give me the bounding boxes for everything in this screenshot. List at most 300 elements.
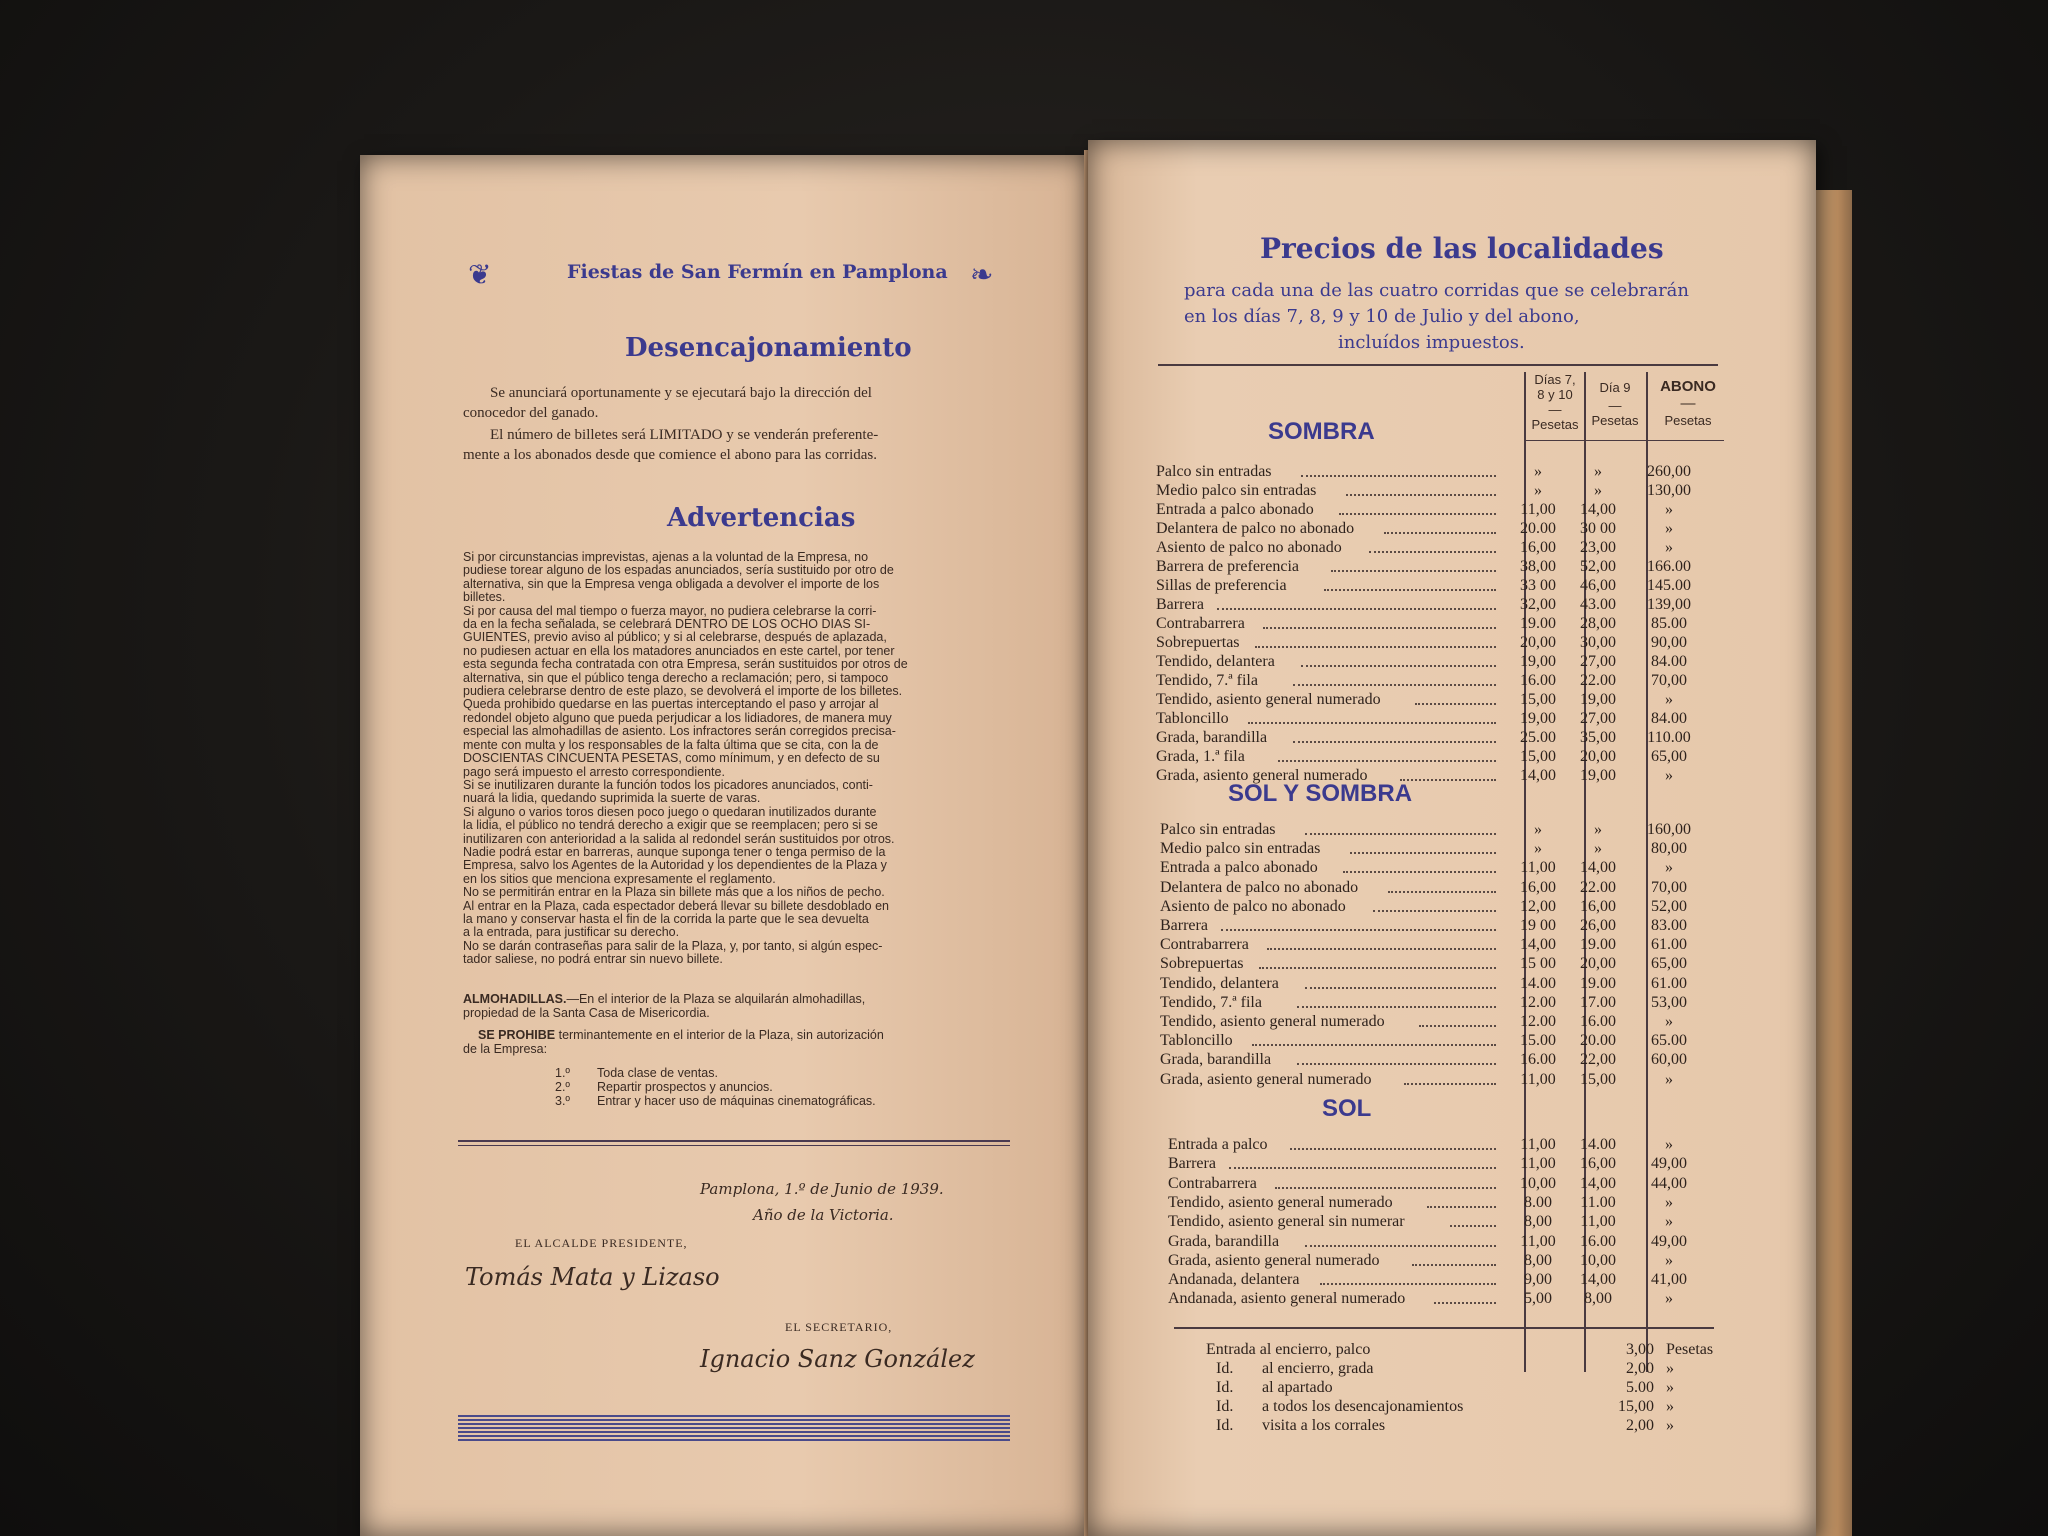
prohibe-text: terminantemente en el interior de la Plaza, sin autorización	[558, 1028, 884, 1042]
row-label: Tendido, 7.ª fila	[1160, 993, 1262, 1011]
price-abono: »	[1665, 859, 1673, 877]
section-title-advertencias: Advertencias	[667, 503, 856, 533]
price-row	[1156, 519, 1716, 538]
warning-line: en los sitios que menciona expresamente el reglamento.	[463, 871, 776, 886]
mayor-title: EL ALCALDE PRESIDENTE,	[515, 1236, 688, 1250]
price-abono: 90,00	[1651, 634, 1687, 651]
row-label: Medio palco sin entradas	[1160, 840, 1321, 858]
price-dias-7-8-10: 14.00	[1520, 974, 1556, 992]
year-line: Año de la Victoria.	[753, 1206, 894, 1224]
dot-leader	[1293, 741, 1496, 743]
row-label: Entrada a palco abonado	[1160, 859, 1318, 877]
price-dia-9: 22.00	[1580, 878, 1616, 896]
price-dias-7-8-10: 16,00	[1520, 878, 1556, 896]
row-label: Tendido, 7.ª fila	[1156, 672, 1258, 689]
price-dias-7-8-10: 8,00	[1524, 1251, 1552, 1269]
dot-leader	[1301, 475, 1496, 477]
row-label: Grada, 1.ª fila	[1156, 748, 1245, 765]
price-row	[1156, 595, 1716, 614]
price-abono: 160,00	[1647, 821, 1691, 838]
price-dias-7-8-10: 32,00	[1520, 596, 1556, 613]
price-dias-7-8-10: 15,00	[1520, 691, 1556, 708]
price-abono: 130,00	[1647, 482, 1691, 499]
price-dias-7-8-10: 14,00	[1520, 767, 1556, 784]
price-abono: 52,00	[1651, 897, 1687, 915]
row-label: Asiento de palco no abonado	[1160, 897, 1346, 915]
ornament-left-icon: ❦	[468, 260, 492, 291]
row-label: Delantera de palco no abonado	[1156, 520, 1355, 537]
warning-line: esta segunda fecha contratada con otra Empresa, serán sustituidos por otros de	[463, 657, 908, 672]
row-label: Andanada, delantera	[1168, 1271, 1300, 1289]
dot-leader	[1373, 910, 1496, 912]
dot-leader	[1290, 1148, 1496, 1150]
almohadillas-note	[463, 993, 865, 1006]
warning-line: especial las almohadillas de asiento. Los infractores serán corregidos precisa-	[463, 724, 896, 739]
dot-leader	[1384, 532, 1496, 534]
extra-price: 3,00	[1626, 1341, 1654, 1358]
price-row	[1160, 954, 1720, 973]
price-abono: »	[1665, 1290, 1673, 1308]
extra-label: visita a los corrales	[1262, 1417, 1386, 1434]
price-dias-7-8-10: 12.00	[1520, 1013, 1556, 1030]
row-label: Grada, asiento general numerado	[1156, 767, 1368, 784]
price-dia-9: 11,00	[1580, 1213, 1616, 1231]
row-label: Grada, barandilla	[1160, 1051, 1272, 1069]
price-abono: 84.00	[1651, 710, 1687, 727]
prices-subtitle-3: incluídos impuestos.	[1338, 332, 1525, 353]
price-dia-9: »	[1594, 840, 1602, 858]
secretary-title: EL SECRETARIO,	[785, 1320, 893, 1334]
price-dia-9: 27,00	[1580, 653, 1616, 670]
price-row	[1168, 1232, 1728, 1251]
extra-unit: Pesetas	[1666, 1341, 1714, 1358]
price-row	[1160, 858, 1720, 877]
warning-line: Al entrar en la Plaza, cada espectador deberá llevar su billete desdoblado en	[463, 898, 889, 913]
price-dias-7-8-10: 16.00	[1520, 672, 1556, 689]
extra-label: al apartado	[1262, 1379, 1333, 1396]
price-row	[1156, 538, 1716, 557]
warning-line: GUIENTES, previo aviso al público; y si al celebrarse, después de aplazada,	[463, 630, 887, 645]
price-dia-9: 30,00	[1580, 634, 1616, 651]
row-label: Tendido, asiento general numerado	[1160, 1013, 1385, 1030]
price-dias-7-8-10: 38,00	[1520, 558, 1556, 575]
row-label: Entrada a palco abonado	[1156, 501, 1314, 518]
price-row	[1156, 709, 1716, 728]
dot-leader	[1267, 948, 1496, 950]
price-row	[1160, 1070, 1720, 1089]
price-dias-7-8-10: 19.00	[1520, 615, 1556, 632]
mayor-signature: Tomás Mata y Lizaso	[465, 1263, 720, 1291]
dot-leader	[1388, 891, 1496, 893]
price-row	[1156, 557, 1716, 576]
price-row	[1168, 1193, 1728, 1212]
price-row	[1156, 500, 1716, 519]
warning-line: redondel objeto alguno que pueda perjudicar a los lidiadores, de manera muy	[463, 710, 892, 725]
row-label: Grada, barandilla	[1156, 729, 1268, 746]
warning-line: No se permitirán entrar en la Plaza sin billete más que a los niños de pecho.	[463, 885, 885, 900]
price-row	[1160, 1031, 1720, 1050]
dot-leader	[1278, 760, 1496, 762]
price-dia-9: »	[1594, 821, 1602, 838]
price-abono: »	[1665, 1251, 1673, 1269]
dot-leader	[1412, 1264, 1496, 1266]
extra-row	[1206, 1340, 1716, 1359]
row-label: Entrada a palco	[1168, 1136, 1268, 1153]
dot-leader	[1343, 871, 1496, 873]
dot-leader	[1331, 570, 1496, 572]
price-row	[1160, 820, 1720, 839]
row-label: Tendido, asiento general sin numerar	[1168, 1213, 1405, 1231]
price-dia-9: 8,00	[1584, 1290, 1612, 1308]
price-row	[1160, 935, 1720, 954]
dot-leader	[1301, 665, 1496, 667]
extra-price: 2,00	[1626, 1360, 1654, 1377]
intro-line-1: Se anunciará oportunamente y se ejecutará bajo la dirección del	[490, 385, 872, 401]
warning-line: alternativa, sin que la Empresa venga obligada a devolver el importe de los	[463, 576, 880, 591]
price-row	[1156, 576, 1716, 595]
price-dias-7-8-10: 11,00	[1520, 1232, 1556, 1250]
price-row	[1160, 974, 1720, 993]
price-dia-9: 23,00	[1580, 539, 1616, 556]
dot-leader	[1427, 1206, 1496, 1208]
price-row	[1168, 1174, 1728, 1193]
price-dia-9: 26,00	[1580, 917, 1616, 934]
price-dias-7-8-10: 20,00	[1520, 634, 1556, 651]
extra-unit: »	[1666, 1398, 1674, 1415]
extra-label: a todos los desencajonamientos	[1262, 1398, 1464, 1415]
row-label: Tabloncillo	[1156, 710, 1229, 727]
bottom-stripe-decoration	[458, 1415, 1010, 1443]
col-header-dia-9: Día 9 — Pesetas	[1591, 380, 1639, 428]
dot-leader	[1252, 1044, 1496, 1046]
price-dias-7-8-10: 33 00	[1520, 577, 1556, 594]
warning-line: Si por causa del mal tiempo o fuerza mayor, no pudiera celebrarse la corri-	[463, 603, 877, 618]
row-label: Contrabarrera	[1160, 936, 1249, 954]
page-edge	[1816, 190, 1852, 1536]
price-dia-9: »	[1594, 463, 1602, 480]
price-dias-7-8-10: 19 00	[1520, 917, 1556, 934]
section-heading: SOMBRA	[1268, 418, 1375, 445]
price-dias-7-8-10: 20.00	[1520, 520, 1556, 537]
dot-leader	[1404, 1083, 1496, 1085]
price-dias-7-8-10: 15 00	[1520, 955, 1556, 973]
price-dia-9: 14,00	[1580, 1271, 1616, 1289]
price-abono: »	[1665, 691, 1673, 708]
price-dias-7-8-10: »	[1534, 821, 1542, 838]
warning-line: la lidia, el público no tendrá derecho a exigir que se reemplacen; pero si se	[463, 818, 878, 833]
warning-line: pudiese torear alguno de los espadas anunciados, sería sustituido por otro de	[463, 563, 894, 578]
prohibe-item-2: 2.º Repartir prospectos y anuncios.	[555, 1080, 773, 1094]
price-row	[1156, 614, 1716, 633]
price-row	[1168, 1289, 1728, 1308]
row-label: Contrabarrera	[1168, 1174, 1257, 1192]
date-line: Pamplona, 1.º de Junio de 1939.	[700, 1180, 944, 1198]
warning-line: Si por circunstancias imprevistas, ajenas a la voluntad de la Empresa, no	[463, 550, 869, 564]
price-dias-7-8-10: 11,00	[1520, 1155, 1556, 1173]
price-abono: 85.00	[1651, 615, 1687, 632]
extra-row	[1216, 1378, 1716, 1397]
price-row	[1156, 652, 1716, 671]
price-dia-9: 17.00	[1580, 993, 1616, 1011]
price-abono: 139,00	[1647, 596, 1691, 613]
warning-line: Queda prohibido quedarse en las puertas interceptando el paso y arrojar al	[463, 697, 879, 712]
dot-leader	[1248, 722, 1496, 724]
price-row	[1168, 1135, 1728, 1154]
row-label: Palco sin entradas	[1156, 463, 1272, 480]
price-dias-7-8-10: »	[1534, 840, 1542, 858]
prohibe-item-1: 1.º Toda clase de ventas.	[555, 1066, 718, 1080]
price-abono: 41,00	[1651, 1271, 1687, 1289]
row-label: Grada, asiento general numerado	[1160, 1070, 1372, 1088]
dot-leader	[1415, 703, 1496, 705]
price-dia-9: 15,00	[1580, 1070, 1616, 1088]
price-dia-9: 19,00	[1580, 767, 1616, 784]
price-abono: 260,00	[1647, 463, 1691, 480]
price-dias-7-8-10: 16,00	[1520, 539, 1556, 556]
dot-leader	[1221, 929, 1496, 931]
warning-line: No se darán contraseñas para salir de la Plaza, y, por tanto, si algún espec-	[463, 938, 883, 953]
row-label: Grada, barandilla	[1168, 1232, 1280, 1250]
prices-subtitle-2: en los días 7, 8, 9 y 10 de Julio y del abono,	[1184, 306, 1580, 327]
warning-line: Si alguno o varios toros diesen poco juego o quedaran inutilizados durante	[463, 804, 877, 819]
row-label: Tendido, asiento general numerado	[1168, 1193, 1393, 1211]
price-dia-9: 22.00	[1580, 672, 1616, 689]
row-label: Medio palco sin entradas	[1156, 482, 1317, 499]
extra-unit: »	[1666, 1417, 1674, 1434]
price-dia-9: 19.00	[1580, 974, 1616, 992]
price-abono: 110.00	[1647, 729, 1691, 746]
dot-leader	[1324, 589, 1496, 591]
dot-leader	[1217, 608, 1496, 610]
extra-unit: »	[1666, 1360, 1674, 1377]
price-row	[1156, 747, 1716, 766]
price-dia-9: 14,00	[1580, 501, 1616, 518]
right-page	[1088, 140, 1816, 1536]
dot-leader	[1259, 967, 1496, 969]
price-dia-9: 52,00	[1580, 558, 1616, 575]
price-dias-7-8-10: 8.00	[1524, 1193, 1552, 1211]
dot-leader	[1339, 513, 1496, 515]
extra-unit: »	[1666, 1379, 1674, 1396]
prohibe-note-2: de la Empresa:	[463, 1042, 548, 1056]
price-dias-7-8-10: »	[1534, 463, 1542, 480]
warnings-block	[463, 551, 1018, 967]
price-dia-9: 19,00	[1580, 691, 1616, 708]
warning-line: no pudiesen actuar en ella los matadores anunciados en este cartel, por tener	[463, 643, 895, 658]
row-label: Grada, asiento general numerado	[1168, 1251, 1380, 1269]
price-abono: 61.00	[1651, 974, 1687, 992]
price-dias-7-8-10: 12.00	[1520, 993, 1556, 1011]
intro-line-4: mente a los abonados desde que comience el abono para las corridas.	[463, 447, 878, 463]
price-abono: 53,00	[1651, 993, 1687, 1011]
prices-subtitle-1: para cada una de las cuatro corridas que se celebrarán	[1184, 280, 1690, 301]
dot-leader	[1229, 1167, 1496, 1169]
dot-leader	[1369, 551, 1496, 553]
price-row	[1156, 462, 1716, 481]
dot-leader	[1305, 987, 1496, 989]
price-row	[1168, 1251, 1728, 1270]
section-heading: SOL	[1322, 1095, 1372, 1122]
price-abono: 60,00	[1651, 1051, 1687, 1069]
almohadillas-label: ALMOHADILLAS.	[463, 992, 567, 1006]
dot-leader	[1297, 1063, 1496, 1065]
price-dias-7-8-10: 10,00	[1520, 1174, 1556, 1192]
extra-price: 15,00	[1618, 1398, 1654, 1415]
intro-line-3: El número de billetes será LIMITADO y se venderán preferente-	[490, 427, 879, 443]
price-dia-9: »	[1594, 482, 1602, 499]
price-abono: 70,00	[1651, 878, 1687, 896]
row-label: Tendido, asiento general numerado	[1156, 691, 1381, 708]
price-dias-7-8-10: 11,00	[1520, 859, 1556, 877]
price-dias-7-8-10: 25.00	[1520, 729, 1556, 746]
row-label: Delantera de palco no abonado	[1160, 878, 1359, 896]
row-label: Barrera	[1160, 917, 1208, 934]
dot-leader	[1434, 1302, 1496, 1304]
price-dia-9: 16.00	[1580, 1013, 1616, 1030]
dot-leader	[1275, 1187, 1496, 1189]
extras-top-rule	[1174, 1327, 1714, 1329]
price-abono: 84.00	[1651, 653, 1687, 670]
warning-line: Nadie podrá estar en barreras, aunque suponga tener o tenga permiso de la	[463, 844, 886, 859]
warning-line: la mano y conservar hasta el fin de la corrida la parte que le sea devuelta	[463, 911, 869, 926]
page-header: Fiestas de San Fermín en Pamplona	[567, 261, 948, 283]
price-abono: 65,00	[1651, 748, 1687, 765]
row-label: Barrera de preferencia	[1156, 558, 1299, 575]
intro-line-2: conocedor del ganado.	[463, 405, 599, 421]
price-abono: »	[1665, 1136, 1673, 1153]
extra-row	[1216, 1397, 1716, 1416]
price-dias-7-8-10: 11,00	[1520, 1136, 1556, 1153]
extra-row	[1216, 1416, 1716, 1435]
price-dia-9: 30 00	[1580, 520, 1616, 537]
warning-line: pago será impuesto el arresto correspondiente.	[463, 764, 725, 779]
prohibe-label: SE PROHIBE	[478, 1028, 556, 1042]
price-row	[1160, 897, 1720, 916]
dot-leader	[1305, 1245, 1496, 1247]
dot-leader	[1293, 684, 1496, 686]
warning-line: nuará la lidia, quedando suprimida la suerte de varas.	[463, 791, 761, 806]
price-dias-7-8-10: 8,00	[1524, 1213, 1552, 1231]
left-page	[360, 155, 1090, 1536]
extra-prefix: Id.	[1216, 1360, 1234, 1377]
price-dia-9: 20,00	[1580, 748, 1616, 765]
ornament-right-icon: ❧	[970, 260, 994, 291]
col-header-dias-7-8-10: Días 7, 8 y 10 — Pesetas	[1531, 372, 1579, 432]
row-label: Barrera	[1168, 1155, 1216, 1173]
dot-leader	[1263, 627, 1496, 629]
prohibe-note	[478, 1029, 884, 1042]
price-row	[1156, 728, 1716, 747]
price-abono: »	[1665, 501, 1673, 518]
price-row	[1156, 481, 1716, 500]
price-dias-7-8-10: 16.00	[1520, 1051, 1556, 1069]
price-row	[1156, 690, 1716, 709]
price-dia-9: 27,00	[1580, 710, 1616, 727]
col-header-abono: ABONO — Pesetas	[1660, 378, 1716, 428]
price-dias-7-8-10: 12,00	[1520, 897, 1556, 915]
price-abono: 83.00	[1651, 917, 1687, 934]
price-dia-9: 16.00	[1580, 1232, 1616, 1250]
warning-line: mente con multa y los responsables de la falta última que se cita, con la de	[463, 737, 879, 752]
section-title-desencajonamiento: Desencajonamiento	[625, 333, 912, 363]
price-abono: 44,00	[1651, 1174, 1687, 1192]
price-abono: 65,00	[1651, 955, 1687, 973]
dot-leader	[1450, 1225, 1496, 1227]
extra-price: 5.00	[1626, 1379, 1654, 1396]
dot-leader	[1255, 646, 1496, 648]
price-abono: 49,00	[1651, 1155, 1687, 1173]
dot-leader	[1305, 833, 1496, 835]
row-label: Tendido, delantera	[1160, 974, 1279, 992]
dot-leader	[1297, 1006, 1496, 1008]
almohadillas-text: —En el interior de la Plaza se alquilarán almohadillas,	[566, 992, 866, 1006]
price-dia-9: 16,00	[1580, 1155, 1616, 1173]
price-abono: »	[1665, 520, 1673, 537]
almohadillas-note-2: propiedad de la Santa Casa de Misericordia.	[463, 1006, 710, 1020]
price-row	[1168, 1212, 1728, 1231]
price-abono: »	[1665, 1070, 1673, 1088]
price-row	[1168, 1270, 1728, 1289]
price-row	[1156, 633, 1716, 652]
warning-line: pudiera celebrarse dentro de este plazo, se devolverá el importe de los billetes.	[463, 684, 903, 699]
row-label: Sobrepuertas	[1156, 634, 1240, 651]
secretary-signature: Ignacio Sanz González	[700, 1345, 975, 1373]
extra-label: al encierro, grada	[1262, 1360, 1374, 1377]
row-label: Tabloncillo	[1160, 1032, 1233, 1050]
price-abono: »	[1665, 1193, 1673, 1211]
warning-line: Empresa, salvo los Agentes de la Autoridad y los dependientes de la Plaza y	[463, 858, 887, 873]
price-row	[1160, 1012, 1720, 1031]
price-abono: 49,00	[1651, 1232, 1687, 1250]
price-row	[1168, 1154, 1728, 1173]
price-row	[1160, 878, 1720, 897]
price-dias-7-8-10: 19,00	[1520, 710, 1556, 727]
table-top-rule	[1158, 364, 1718, 366]
price-dia-9: 28,00	[1580, 615, 1616, 632]
price-abono: 65.00	[1651, 1032, 1687, 1050]
dot-leader	[1346, 494, 1496, 496]
row-label: Sillas de preferencia	[1156, 577, 1287, 594]
price-dia-9: 22,00	[1580, 1051, 1616, 1069]
section-heading: SOL Y SOMBRA	[1228, 780, 1413, 807]
extra-row	[1216, 1359, 1716, 1378]
row-label: Palco sin entradas	[1160, 821, 1276, 838]
price-dia-9: 20.00	[1580, 1032, 1616, 1050]
price-abono: »	[1665, 1213, 1673, 1231]
price-abono: »	[1665, 539, 1673, 556]
price-row	[1160, 916, 1720, 935]
row-label: Barrera	[1156, 596, 1204, 613]
extra-price: 2,00	[1626, 1417, 1654, 1434]
prices-title: Precios de las localidades	[1260, 232, 1664, 265]
extra-prefix: Id.	[1216, 1417, 1234, 1434]
header-underline	[1526, 440, 1724, 441]
price-dia-9: 14,00	[1580, 859, 1616, 877]
extra-label: Entrada al encierro, palco	[1206, 1341, 1371, 1358]
price-dia-9: 35,00	[1580, 729, 1616, 746]
price-dia-9: 11.00	[1580, 1193, 1616, 1211]
price-abono: »	[1665, 1013, 1673, 1030]
price-dias-7-8-10: 11,00	[1520, 501, 1556, 518]
price-abono: 80,00	[1651, 840, 1687, 858]
price-abono: 166.00	[1647, 558, 1691, 575]
price-row	[1160, 839, 1720, 858]
price-dias-7-8-10: 14,00	[1520, 936, 1556, 954]
price-abono: »	[1665, 767, 1673, 784]
price-abono: 70,00	[1651, 672, 1687, 689]
price-dia-9: 43.00	[1580, 596, 1616, 613]
price-dias-7-8-10: 15.00	[1520, 1032, 1556, 1050]
